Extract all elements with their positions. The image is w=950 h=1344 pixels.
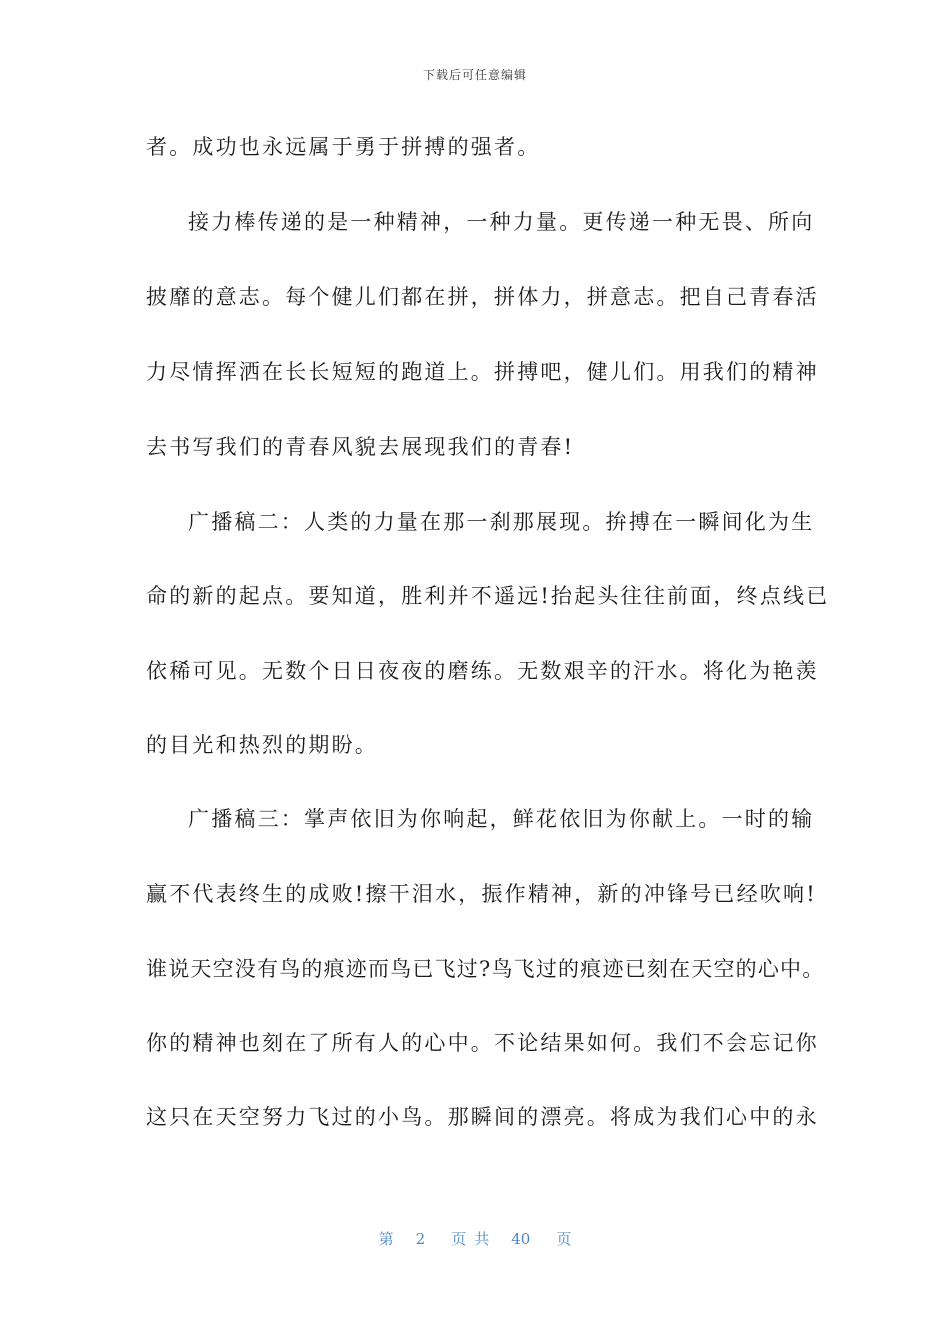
text-line: 赢不代表终生的成败!擦干泪水，振作精神，新的冲锋号已经吹响! — [146, 882, 817, 906]
footer-prefix: 第 — [378, 1230, 394, 1248]
text-line: 命的新的起点。要知道，胜利并不遥远!抬起头往往前面，终点线已 — [146, 584, 830, 608]
footer-page-number: 2 — [415, 1230, 426, 1248]
text-line: 接力棒传递的是一种精神，一种力量。更传递一种无畏、所向 — [188, 210, 815, 234]
text-line: 披靡的意志。每个健儿们都在拼，拼体力，拼意志。把自己青春活 — [146, 285, 819, 309]
text-line: 这只在天空努力飞过的小鸟。那瞬间的漂亮。将成为我们心中的永 — [146, 1105, 819, 1129]
footer-suffix: 页 — [556, 1230, 572, 1248]
page-footer — [0, 1228, 950, 1249]
footer-mid: 页共 — [451, 1230, 498, 1248]
text-line: 力尽情挥洒在长长短短的跑道上。拼搏吧，健儿们。用我们的精神 — [146, 360, 819, 384]
footer-total-pages: 40 — [511, 1230, 531, 1248]
text-line: 者。成功也永远属于勇于拼搏的强者。 — [146, 135, 541, 159]
text-line: 广播稿二：人类的力量在那一刹那展现。拚搏在一瞬间化为生 — [188, 510, 815, 534]
text-line: 去书写我们的青春风貌去展现我们的青春! — [146, 435, 575, 459]
text-line: 谁说天空没有鸟的痕迹而鸟已飞过?鸟飞过的痕迹已刻在天空的心中。 — [146, 957, 825, 981]
text-line: 你的精神也刻在了所有人的心中。不论结果如何。我们不会忘记你 — [146, 1031, 819, 1055]
text-line: 依稀可见。无数个日日夜夜的磨练。无数艰辛的汗水。将化为艳羡 — [146, 659, 819, 683]
text-line: 的目光和热烈的期盼。 — [146, 733, 378, 757]
page-header-note: 下载后可任意编辑 — [422, 68, 527, 82]
text-line: 广播稿三：掌声依旧为你响起，鲜花依旧为你献上。一时的输 — [188, 807, 815, 831]
